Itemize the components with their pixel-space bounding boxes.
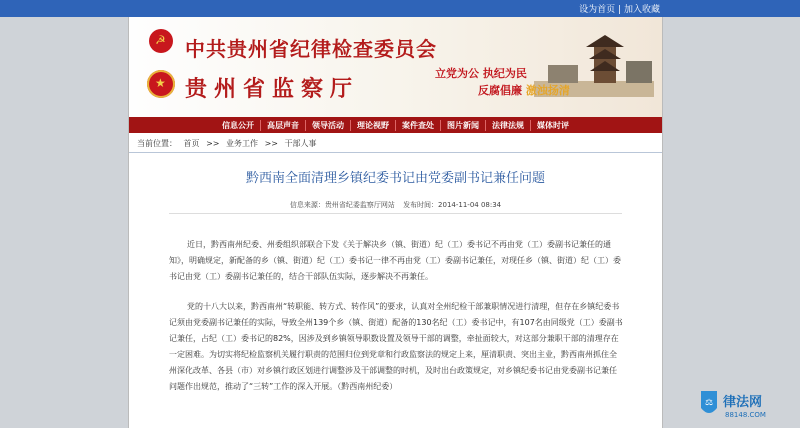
- nav-item-laws[interactable]: 法律法规: [486, 120, 531, 131]
- site-title-line2: 贵州省监察厅: [185, 77, 360, 102]
- site-banner: [129, 17, 662, 117]
- national-emblem-icon: ★: [147, 70, 175, 98]
- nav-item-media-commentary[interactable]: 媒体时评: [537, 120, 569, 130]
- main-nav: [129, 117, 662, 133]
- svg-text:⚖: ⚖: [704, 398, 714, 408]
- top-bar: [0, 0, 800, 17]
- breadcrumb-personnel[interactable]: 干部人事: [284, 139, 317, 148]
- breadcrumb-home[interactable]: 首页: [183, 139, 200, 148]
- top-links-separator: |: [618, 5, 622, 15]
- nav-item-high-level-voice[interactable]: 高层声音: [261, 120, 306, 131]
- nav-item-case-investigation[interactable]: 案件查处: [396, 120, 441, 131]
- article-paragraph: 近日，黔西南州纪委、州委组织部联合下发《关于解决乡（镇、街道）纪（工）委书记不再由党（工）委副书记兼任的通知》，明确规定，新配备的乡（镇、街道）纪（工）委书记一律不再由党（工）委副书记兼任，对现任乡（镇、街道）纪（工）委书记由党（工）委副书记兼任的，结合干部队伍实际，逐步解决不再兼任。: [169, 240, 621, 281]
- article-title: 黔西南全面清理乡镇纪委书记由党委副书记兼任问题: [245, 171, 545, 186]
- breadcrumb-sep: >>: [206, 139, 220, 148]
- breadcrumb-label: 当前位置：: [137, 139, 177, 148]
- article-meta: [129, 200, 662, 210]
- article-time: 发布时间：2014-11-04 08:34: [403, 201, 502, 209]
- slogan-line2-part1: 反腐倡廉: [478, 84, 522, 97]
- breadcrumb-business[interactable]: 业务工作: [226, 139, 259, 148]
- page-container: [128, 17, 663, 428]
- article-body: [169, 237, 624, 409]
- slogan-line2-part2: 激浊扬清: [525, 84, 570, 97]
- article-source: 信息来源：贵州省纪委监察厅网站: [289, 201, 395, 209]
- nav-item-leader-activities[interactable]: 领导活动: [306, 120, 351, 131]
- breadcrumb: [137, 138, 321, 149]
- nav-item-theory-vision[interactable]: 理论视野: [351, 120, 396, 131]
- top-links: [579, 2, 660, 15]
- divider: [129, 152, 662, 153]
- watermark-url: 88148.COM: [725, 411, 766, 419]
- watermark-logo: [695, 388, 795, 422]
- site-title-line1: 中共贵州省纪律检查委员会: [185, 37, 437, 61]
- add-favorite-link[interactable]: 加入收藏: [623, 5, 660, 15]
- breadcrumb-sep: >>: [264, 139, 278, 148]
- article-paragraph: 党的十八大以来，黔西南州“转职能、转方式、转作风”的要求，认真对全州纪检干部兼职情况进行清理，但存在乡镇纪委书记须由党委副书记兼任的实际，导致全州139个乡（镇、街道）配备的130名纪（工）委书记中，有107名由同级党（工）委副书记兼任，占纪（工）委书记的82%，因涉及到乡镇领导职数设置及领导干部的调整，牵扯面较大，对这部分兼职干部的清理存在一定困难。为切实将纪检监察机关履行职责的范围归位到党章和行政监察法的规定上来，厘清职责、突出主业，黔西南州抓住全州深化改革、各县（市）对乡镇行政区划进行调整涉及干部调整的时机，及时出台政策规定，对乡镇纪委书记由党委副书记兼任问题作出规范，推动了“三转”工作的深入开展。（黔西南州纪委）: [169, 302, 623, 391]
- slogan-line2: [478, 82, 570, 98]
- nav-item-info-disclosure[interactable]: 信息公开: [216, 120, 261, 131]
- set-homepage-link[interactable]: 设为首页: [579, 5, 616, 15]
- divider: [169, 213, 622, 214]
- party-emblem-icon: ☭: [149, 29, 173, 53]
- slogan-line1: 立党为公 执纪为民: [435, 67, 527, 80]
- watermark-brand: 律法网: [723, 395, 763, 410]
- nav-item-photo-news[interactable]: 图片新闻: [441, 120, 486, 131]
